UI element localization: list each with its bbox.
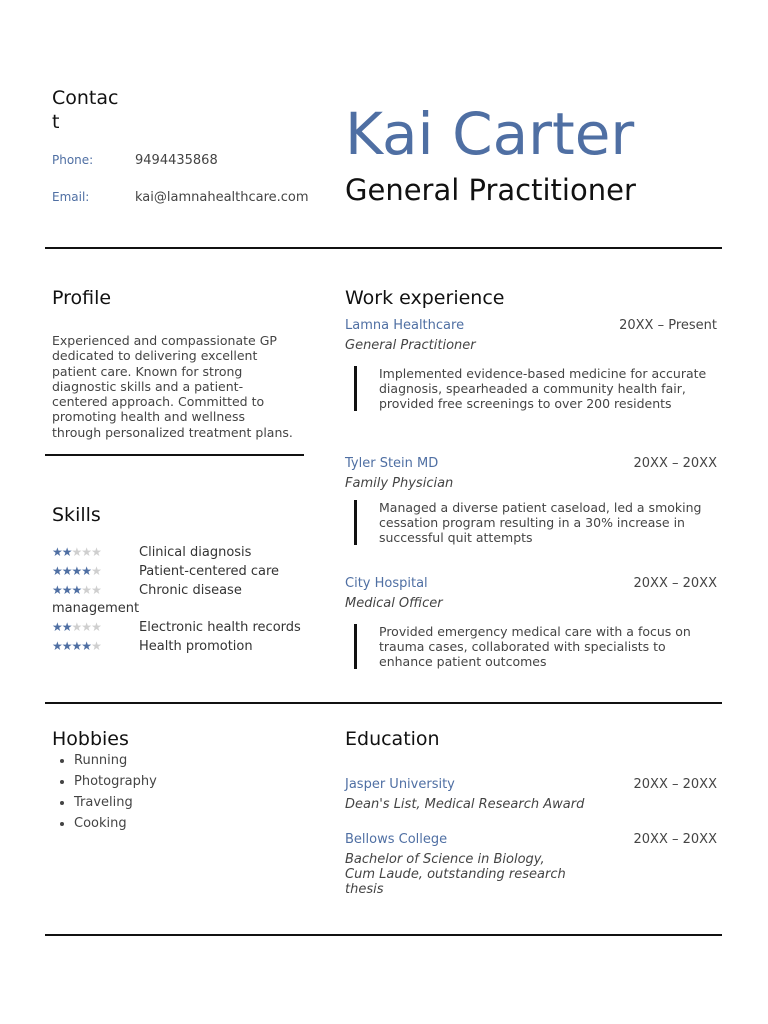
star-empty-icon: ★ [81, 583, 92, 597]
contact-title: Contact [52, 87, 119, 133]
job-company: Tyler Stein MD [345, 456, 439, 471]
job-company: City Hospital [345, 576, 428, 591]
profile-text: Experienced and compassionate GP dedicated to delivering excellent patient care. Known for strong diagnostic skills and a patient-centered approach. Committed to promoting health and wellness through personalized treatment plans. [52, 333, 293, 440]
skill-label: Health promotion [139, 639, 253, 654]
candidate-name: Kai Carter [345, 100, 635, 168]
education-dates: 20XX – 20XX [633, 777, 717, 792]
list-item: • Running [74, 750, 157, 771]
education-detail: Bachelor of Science in Biology, Cum Laude, outstanding research thesis [345, 852, 566, 897]
job-entry [345, 456, 717, 545]
job-description: Provided emergency medical care with a focus on trauma cases, collaborated with specialists to enhance patient outcomes [354, 624, 717, 669]
star-rating-icon [52, 581, 139, 599]
list-item: • Traveling [74, 792, 157, 813]
skill-item [52, 543, 302, 562]
experience-title: Work experience [345, 287, 505, 309]
star-filled-icon: ★ [71, 639, 82, 653]
star-empty-icon: ★ [71, 545, 82, 559]
job-dates: 20XX – 20XX [633, 576, 717, 591]
phone-value: 9494435868 [135, 153, 218, 168]
star-filled-icon: ★ [61, 639, 72, 653]
job-description: Managed a diverse patient caseload, led a smoking cessation program resulting in a 30% increase in successful quit attempts [354, 500, 717, 545]
skill-label: Chronic disease management [52, 583, 242, 616]
job-role: Medical Officer [345, 596, 443, 611]
star-empty-icon: ★ [91, 639, 101, 653]
star-empty-icon: ★ [91, 583, 101, 597]
star-filled-icon: ★ [61, 583, 72, 597]
star-rating-icon [52, 618, 139, 636]
skill-label: Clinical diagnosis [139, 545, 252, 560]
job-description: Implemented evidence-based medicine for accurate diagnosis, spearheaded a community health fair, provided free screenings to over 200 residents [354, 366, 717, 411]
job-role: Family Physician [345, 476, 454, 491]
email-value[interactable]: kai@lamnahealthcare.com [135, 190, 309, 205]
hobbies-list [52, 750, 157, 834]
skill-item [52, 637, 302, 656]
star-filled-icon: ★ [52, 620, 62, 634]
education-dates: 20XX – 20XX [633, 832, 717, 847]
star-empty-icon: ★ [91, 564, 101, 578]
skill-item [52, 581, 302, 618]
skill-label: Patient-centered care [139, 564, 280, 579]
hobbies-title: Hobbies [52, 728, 129, 750]
candidate-job-title: General Practitioner [345, 173, 636, 207]
education-entry [345, 832, 717, 897]
star-filled-icon: ★ [52, 583, 62, 597]
phone-label: Phone: [52, 153, 94, 167]
education-entry [345, 777, 717, 812]
star-filled-icon: ★ [81, 639, 92, 653]
footer-divider [45, 934, 722, 936]
email-label: Email: [52, 190, 90, 204]
job-company: Lamna Healthcare [345, 318, 465, 333]
star-empty-icon: ★ [91, 620, 101, 634]
profile-divider [45, 454, 304, 456]
star-filled-icon: ★ [61, 620, 72, 634]
star-rating-icon [52, 637, 139, 655]
skill-item [52, 562, 302, 581]
skill-item [52, 618, 302, 637]
job-entry [345, 318, 717, 411]
profile-title: Profile [52, 287, 112, 309]
star-filled-icon: ★ [71, 564, 82, 578]
list-item: • Photography [74, 771, 157, 792]
star-filled-icon: ★ [52, 545, 62, 559]
job-role: General Practitioner [345, 338, 476, 353]
star-empty-icon: ★ [91, 545, 101, 559]
education-detail: Dean's List, Medical Research Award [345, 797, 585, 812]
education-school: Jasper University [345, 777, 455, 792]
star-filled-icon: ★ [61, 564, 72, 578]
education-title: Education [345, 728, 440, 750]
education-school: Bellows College [345, 832, 448, 847]
header-divider [45, 247, 722, 249]
list-item: • Cooking [74, 813, 157, 834]
star-filled-icon: ★ [61, 545, 72, 559]
job-entry [345, 576, 717, 669]
star-empty-icon: ★ [81, 545, 92, 559]
star-filled-icon: ★ [52, 639, 62, 653]
star-filled-icon: ★ [52, 564, 62, 578]
skills-title: Skills [52, 504, 101, 526]
star-empty-icon: ★ [81, 620, 92, 634]
job-dates: 20XX – Present [619, 318, 717, 333]
star-empty-icon: ★ [71, 620, 82, 634]
star-filled-icon: ★ [71, 583, 82, 597]
star-rating-icon [52, 543, 139, 561]
star-rating-icon [52, 562, 139, 580]
middle-divider [45, 702, 722, 704]
skill-label: Electronic health records [139, 620, 301, 635]
skills-list [52, 543, 302, 656]
star-filled-icon: ★ [81, 564, 92, 578]
job-dates: 20XX – 20XX [633, 456, 717, 471]
